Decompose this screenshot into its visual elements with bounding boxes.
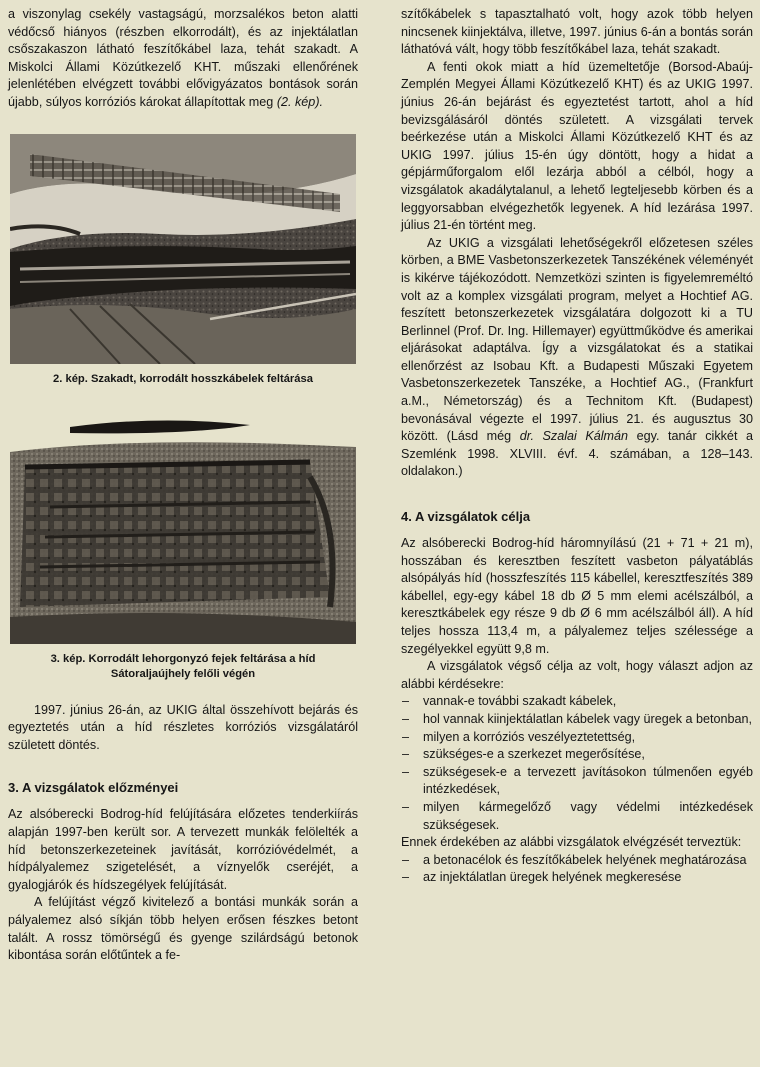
list-item: – az injektálatlan üregek helyének megkeresése	[401, 869, 753, 887]
section-3-title: 3. A vizsgálatok előzményei	[8, 780, 179, 796]
list-item: – hol vannak kiinjektálatlan kábelek vagy üregek a betonban,	[401, 711, 753, 729]
list-item: – milyen a korróziós veszélyeztetettség,	[401, 729, 753, 747]
caption-photo-3-line1: 3. kép. Korrodált lehorgonyzó fejek feltárása a híd	[50, 652, 316, 665]
right-column	[401, 6, 753, 887]
photo-cable-exposure	[10, 134, 356, 364]
plan-paragraph: Ennek érdekében az alábbi vizsgálatok elvégzését terveztük:	[401, 835, 742, 850]
section-4-title: 4. A vizsgálatok célja	[401, 509, 531, 525]
photo-anchor-image	[10, 407, 356, 644]
photo-cable-image	[10, 134, 356, 364]
goal-paragraph: A vizsgálatok végső célja az volt, hogy választ adjon az alábbi kérdésekre:	[401, 659, 753, 691]
photo-anchor-exposure	[10, 407, 356, 644]
list-item: – szükséges-e a szerkezet megerősítése,	[401, 746, 753, 764]
tasks-list	[401, 852, 753, 887]
ukig-text-1: Az UKIG a vizsgálati lehetőségekről előzetesen széles körben, a BME Vasbetonszerkezetek Tanszékének véleményét is kikérve tájékozódott. Nemzetközi szinten is figyelemreméltó volt az a komplex vizsgálati program, melyet a Hochtief AG. feszített betonszerkezetek vizsgálatára dolgozott ki a TU Berlinnel (Prof. Dr. Ing. Hillemayer) együttműködve és amerikai eljárásokat adaptálva. Így a vizsgálatokat és a statikai ellenőrzést az Isobau Kft. a Budapesti Műszaki Egyetem Vasbetonszerkezetek Tanszéke, a Hochtief AG., (Frankfurt a.M., Németország) és a Technitom Kft. (Budapest) bevonásával végezte el 1997. július 21. és augusztus 30 között. (Lásd még	[401, 235, 753, 444]
list-item: – vannak-e további szakadt kábelek,	[401, 693, 753, 711]
continued-paragraph: szítőkábelek s tapasztalható volt, hogy azok több helyen nincsenek kiinjektálva, illetve, 1997. június 6-án a bontás során láthatóvá vált, hogy több feszítőkábel laza, tehát szakadt.	[401, 7, 753, 57]
intro-paragraph	[8, 6, 358, 112]
author-reference: dr. Szalai Kálmán	[519, 429, 629, 444]
caption-photo-3-line2: Sátoraljaújhely felőli végén	[110, 667, 256, 680]
list-item: – a betonacélok és feszítőkábelek helyének meghatározása	[401, 852, 753, 870]
ukig-text-2: egy. tanár cikkét a Szemlénk 1998. XLVIII. évf. 4. számában, a 128–143. oldalakon.)	[401, 429, 753, 479]
ukig-paragraph	[401, 235, 753, 481]
decision-paragraph: 1997. június 26-án, az UKIG által összehívott bejárás és egyeztetés után a híd részletes korróziós vizsgálatáról született döntés.	[8, 702, 358, 752]
operator-paragraph: A fenti okok miatt a híd üzemeltetője (Borsod-Abaúj-Zemplén Megyei Állami Közútkezelő KHT) és az UKIG 1997. június 26-án bejárást és egyeztetést tartott, ahol a híd bevizsgálásáról döntés született. A vizsgálati tervek beérkezése után a Miskolci Állami Közútkezelő KHT és az UKIG 1997. július 15-én úgy döntött, hogy a hidat a gépjárműforgalom elől lezárja abból a célból, hogy a vizsgálatok akadálytalanul, a lehető legteljesebb körben és a leggyorsabban elvégezhetők legyenek. A híd lezárása 1997. július 21-én történt meg.	[401, 59, 753, 233]
section-3-paragraph-2: A felújítást végző kivitelező a bontási munkák során a pályalemez alsó síkján több helyen erősen fészkes betont talált. A rossz tömörségű és gyenge szilárdságú betonok kibontása során előtűntek a fe-	[8, 895, 358, 963]
intro-text: a viszonylag csekély vastagságú, morzsalékos beton alatti védőcső hiányos (részben elkorrodált), és az injektálatlan csőszakaszon látható feszítőkábel laza, tehát szakadt. A Miskolci Állami Közútkezelő KHT. műszaki ellenőrének jelenlétében elvégzett további elővigyázatos bontások során újabb, súlyos korróziós károkat állapítottak meg	[8, 7, 358, 109]
section-3-paragraph-1: Az alsóberecki Bodrog-híd felújítására előzetes tenderkiírás alapján 1997-ben került sor. A tervezett munkák felölelték a híd betonszerkezeteinek javítását, korrózióvédelmét, a hídpályalemez szigetelését, a víznyelők cseréjét, a gyalogjárók és hídszegélyek felújítását.	[8, 807, 358, 892]
caption-photo-3	[8, 652, 358, 682]
left-column	[8, 6, 358, 965]
list-item: – szükségesek-e a tervezett javításokon túlmenően egyéb intézkedések,	[401, 764, 753, 799]
list-item: – milyen kármegelőző vagy védelmi intézkedések szükségesek.	[401, 799, 753, 834]
questions-list	[401, 693, 753, 834]
figure-reference: (2. kép).	[276, 94, 324, 109]
bridge-paragraph: Az alsóberecki Bodrog-híd háromnyílású (21 + 71 + 21 m), hosszában és keresztben feszített vasbeton pályatáblás alsópályás híd (hosszfeszítés 115 kábellel, keresztfeszítés 389 kábellel, egy-egy kábel 18 db Ø 5 mm elemi acélszálból, a keresztkábelek egy része 9 db Ø 6 mm acélszálból áll). A híd teljes hossza 113,4 m, a pályalemez teljes szélessége a szegélyekkel együtt 9,8 m.	[401, 536, 753, 656]
caption-photo-2: 2. kép. Szakadt, korrodált hosszkábelek feltárása	[53, 372, 313, 385]
